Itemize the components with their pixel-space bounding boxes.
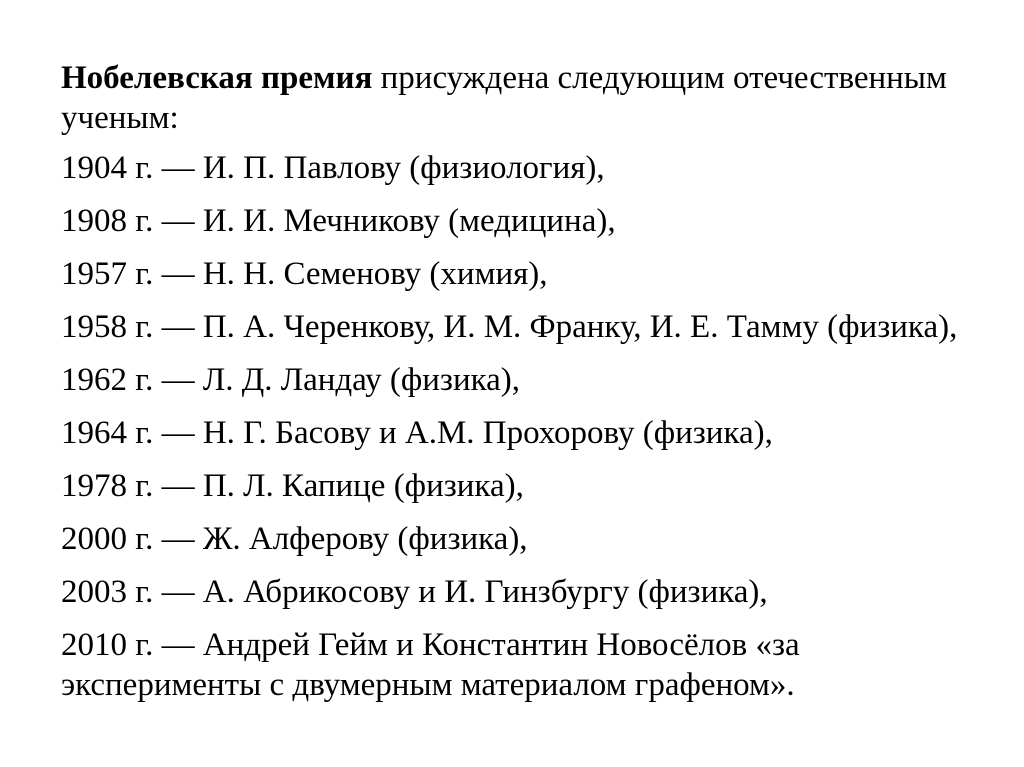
laureate-entry-2000: 2000 г. — Ж. Алферову (физика), bbox=[61, 521, 528, 557]
laureate-entry-1908: 1908 г. — И. И. Мечникову (медицина), bbox=[61, 203, 616, 239]
laureate-entry-1962: 1962 г. — Л. Д. Ландау (физика), bbox=[61, 362, 521, 398]
intro-bold-phrase: Нобелевская премия bbox=[61, 60, 373, 96]
laureate-entry-1964: 1964 г. — Н. Г. Басову и А.М. Прохорову (физика), bbox=[61, 415, 773, 451]
laureate-list bbox=[61, 148, 961, 705]
slide-body bbox=[61, 58, 961, 705]
laureate-entry-2010: 2010 г. — Андрей Гейм и Константин Новосёлов «за эксперименты с двумерным материалом графеном». bbox=[61, 627, 800, 703]
laureate-entry-1904: 1904 г. — И. П. Павлову (физиология), bbox=[61, 150, 605, 186]
laureate-entry-1958: 1958 г. — П. А. Черенкову, И. М. Франку, И. Е. Тамму (физика), bbox=[61, 309, 958, 345]
laureate-entry-1957: 1957 г. — Н. Н. Семенову (химия), bbox=[61, 256, 548, 292]
intro-text: присуждена следующим отечественным ученым: bbox=[61, 60, 947, 136]
laureate-entry-1978: 1978 г. — П. Л. Капице (физика), bbox=[61, 468, 524, 504]
laureate-entry-2003: 2003 г. — А. Абрикосову и И. Гинзбургу (физика), bbox=[61, 574, 768, 610]
intro-paragraph bbox=[61, 58, 961, 138]
